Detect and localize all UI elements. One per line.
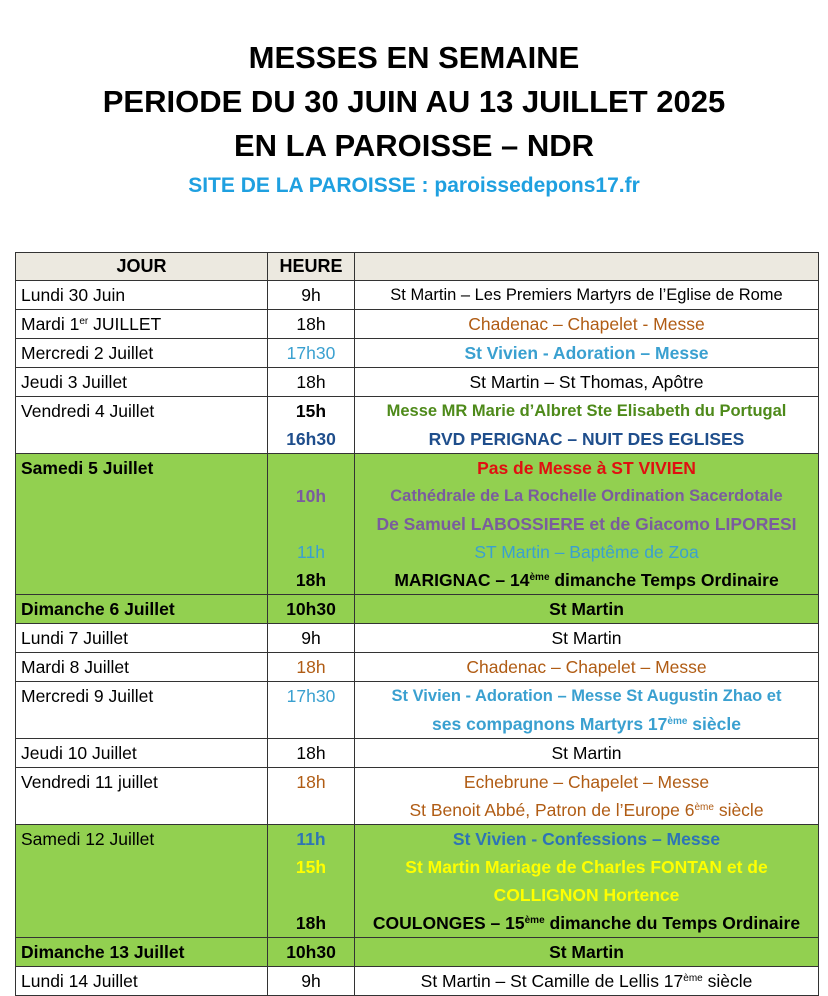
time-value: 10h30	[286, 942, 336, 962]
time-cell	[268, 624, 355, 653]
day-label	[21, 624, 267, 652]
time-cell	[268, 310, 355, 339]
table-row	[16, 967, 819, 996]
day-text: Lundi 30 Juin	[21, 285, 126, 305]
event-description	[355, 967, 818, 995]
table-row	[16, 624, 819, 653]
table-row	[16, 653, 819, 682]
event-text: St Martin	[551, 743, 622, 763]
time-value	[268, 710, 354, 738]
time-value	[268, 510, 354, 538]
day-cell	[16, 397, 268, 454]
day-cell	[16, 624, 268, 653]
event-description	[355, 310, 818, 338]
column-header-heure: HEURE	[268, 253, 355, 281]
event-description	[355, 710, 818, 738]
day-text: Dimanche 13 Juillet	[21, 942, 185, 962]
day-text: Lundi 14 Juillet	[21, 971, 138, 991]
day-text: Samedi 5 Juillet	[21, 458, 154, 478]
time-value: 11h	[297, 542, 325, 562]
column-header-jour: JOUR	[16, 253, 268, 281]
day-text: Mardi 8 Juillet	[21, 657, 129, 677]
day-label	[21, 454, 267, 482]
description-cell	[355, 825, 819, 938]
event-description	[355, 510, 818, 538]
event-text: Pas de Messe à ST VIVIEN	[477, 458, 696, 478]
time-value: 9h	[301, 971, 321, 991]
time-cell	[268, 768, 355, 825]
event-description	[355, 624, 818, 652]
time-value: 15h	[295, 857, 327, 877]
time-cell	[268, 595, 355, 624]
time-cell	[268, 281, 355, 310]
time-cell	[268, 339, 355, 368]
event-text-after: dimanche Temps Ordinaire	[549, 570, 779, 590]
table-row	[16, 368, 819, 397]
time-value: 18h	[296, 743, 326, 763]
description-cell	[355, 624, 819, 653]
day-cell	[16, 682, 268, 739]
time-value: 11h	[296, 829, 326, 849]
event-text: St Martin – St Thomas, Apôtre	[469, 372, 704, 392]
event-description	[355, 595, 818, 623]
event-description	[355, 853, 818, 881]
time-cell	[268, 739, 355, 768]
time-value	[268, 454, 354, 482]
event-text: MARIGNAC – 14	[394, 570, 530, 590]
time-value: 9h	[301, 285, 321, 305]
day-text: Vendredi 11 juillet	[21, 772, 158, 792]
day-label	[21, 825, 267, 853]
time-value: 15h	[295, 401, 327, 421]
time-value: 10h30	[286, 599, 336, 619]
time-value	[268, 881, 354, 909]
day-cell	[16, 595, 268, 624]
day-label	[21, 368, 267, 396]
description-cell	[355, 682, 819, 739]
time-cell	[268, 454, 355, 595]
event-text: COULONGES – 15	[372, 913, 525, 933]
time-value: 18h	[296, 772, 326, 792]
event-text-after: siècle	[713, 800, 764, 820]
parish-site-link[interactable]: SITE DE LA PAROISSE : paroissedepons17.fr	[188, 174, 640, 197]
day-label	[21, 967, 267, 995]
day-label	[21, 768, 267, 796]
title-line-3: EN LA PAROISSE – NDR	[234, 128, 594, 163]
time-value: 10h	[295, 486, 327, 506]
day-cell	[16, 454, 268, 595]
event-text: St Vivien - Adoration – Messe	[464, 343, 709, 363]
event-superscript: ème	[529, 572, 550, 583]
description-cell	[355, 310, 819, 339]
day-cell	[16, 653, 268, 682]
table-header-row	[16, 253, 819, 281]
description-cell	[355, 595, 819, 624]
table-row	[16, 454, 819, 595]
event-description	[355, 653, 818, 681]
column-header-description	[355, 253, 819, 281]
event-superscript: ème	[694, 802, 714, 813]
time-cell	[268, 682, 355, 739]
time-cell	[268, 967, 355, 996]
day-text: Mercredi 2 Juillet	[21, 343, 154, 363]
day-text-after: JUILLET	[88, 314, 162, 334]
event-description	[355, 938, 818, 966]
description-cell	[355, 768, 819, 825]
description-cell	[355, 397, 819, 454]
day-label	[21, 739, 267, 767]
day-cell	[16, 339, 268, 368]
event-text-after: siècle	[702, 971, 753, 991]
event-text: St Martin – Les Premiers Martyrs de l’Eglise de Rome	[390, 286, 783, 304]
day-cell	[16, 368, 268, 397]
event-text: RVD PERIGNAC – NUIT DES EGLISES	[428, 429, 745, 449]
title-line-1: MESSES EN SEMAINE	[248, 40, 580, 75]
table-row	[16, 739, 819, 768]
day-cell	[16, 938, 268, 967]
time-cell	[268, 368, 355, 397]
day-label	[21, 595, 267, 623]
table-row	[16, 310, 819, 339]
title-line-2: PERIODE DU 30 JUIN AU 13 JUILLET 2025	[102, 84, 726, 119]
event-text: St Martin	[549, 942, 624, 962]
event-description	[355, 482, 818, 510]
time-cell	[268, 653, 355, 682]
time-cell	[268, 938, 355, 967]
event-text: Cathédrale de La Rochelle Ordination Sacerdotale	[390, 487, 783, 505]
day-text: Jeudi 3 Juillet	[21, 372, 128, 392]
event-description	[355, 538, 818, 566]
event-description	[355, 339, 818, 367]
event-text: Messe MR Marie d’Albret Ste Elisabeth du Portugal	[386, 402, 787, 420]
event-description	[355, 454, 818, 482]
event-superscript: ème	[667, 716, 688, 727]
event-text: Chadenac – Chapelet – Messe	[466, 657, 707, 677]
event-description	[355, 796, 818, 824]
event-text: St Benoit Abbé, Patron de l’Europe 6	[409, 800, 695, 820]
event-text: St Vivien - Confessions – Messe	[452, 829, 721, 849]
event-text: St Vivien - Adoration – Messe St Augustin Zhao et	[391, 687, 782, 705]
time-value: 17h30	[286, 686, 336, 706]
time-value: 18h	[296, 657, 326, 677]
event-description	[355, 825, 818, 853]
table-row	[16, 281, 819, 310]
table-row	[16, 397, 819, 454]
day-label	[21, 938, 267, 966]
time-value: 18h	[296, 372, 326, 392]
description-cell	[355, 653, 819, 682]
table-row	[16, 938, 819, 967]
day-label	[21, 682, 267, 710]
day-label	[21, 281, 267, 309]
day-cell	[16, 825, 268, 938]
time-value: 9h	[301, 628, 321, 648]
table-row	[16, 595, 819, 624]
event-text: COLLIGNON Hortence	[493, 885, 680, 905]
description-cell	[355, 454, 819, 595]
event-description	[355, 368, 818, 396]
table-row	[16, 768, 819, 825]
day-text: Lundi 7 Juillet	[21, 628, 129, 648]
day-text: Mercredi 9 Juillet	[21, 686, 154, 706]
description-cell	[355, 938, 819, 967]
day-cell	[16, 281, 268, 310]
table-row	[16, 339, 819, 368]
event-text: St Martin	[549, 599, 624, 619]
description-cell	[355, 281, 819, 310]
day-label	[21, 339, 267, 367]
table-row	[16, 825, 819, 938]
description-cell	[355, 967, 819, 996]
event-text: St Martin – St Camille de Lellis 17	[420, 971, 684, 991]
event-description	[355, 739, 818, 767]
event-description	[355, 566, 818, 594]
event-description	[355, 881, 818, 909]
event-description	[355, 768, 818, 796]
time-cell	[268, 397, 355, 454]
time-value: 18h	[296, 314, 326, 334]
day-text: Jeudi 10 Juillet	[21, 743, 137, 763]
event-description	[355, 425, 818, 453]
time-value	[268, 796, 354, 824]
event-text-after: dimanche du Temps Ordinaire	[544, 913, 801, 933]
mass-schedule-table	[15, 252, 819, 996]
event-text: St Martin Mariage de Charles FONTAN et de	[405, 857, 768, 877]
description-cell	[355, 368, 819, 397]
event-description	[355, 281, 818, 309]
event-text: Echebrune – Chapelet – Messe	[463, 772, 710, 792]
event-text: ses compagnons Martyrs 17	[432, 714, 668, 734]
event-text: Chadenac – Chapelet - Messe	[468, 314, 705, 334]
day-superscript: er	[79, 316, 89, 327]
day-cell	[16, 967, 268, 996]
day-cell	[16, 739, 268, 768]
day-cell	[16, 768, 268, 825]
event-description	[355, 909, 818, 937]
event-superscript: ème	[683, 973, 703, 984]
day-label	[21, 397, 267, 425]
day-text: Vendredi 4 Juillet	[21, 401, 155, 421]
day-text: Mardi 1	[21, 314, 80, 334]
description-cell	[355, 339, 819, 368]
table-row	[16, 682, 819, 739]
time-value: 18h	[295, 570, 327, 590]
time-value: 18h	[295, 913, 327, 933]
event-text: ST Martin – Baptême de Zoa	[474, 542, 699, 562]
day-text: Samedi 12 Juillet	[21, 829, 155, 849]
event-superscript: ème	[524, 915, 545, 926]
event-text: St Martin	[551, 628, 622, 648]
time-cell	[268, 825, 355, 938]
event-text: De Samuel LABOSSIERE et de Giacomo LIPORESI	[376, 514, 797, 534]
day-text: Dimanche 6 Juillet	[21, 599, 175, 619]
description-cell	[355, 739, 819, 768]
day-cell	[16, 310, 268, 339]
event-description	[355, 397, 818, 425]
time-value: 17h30	[286, 343, 336, 363]
time-value: 16h30	[286, 429, 336, 449]
event-text-after: siècle	[687, 714, 741, 734]
day-label	[21, 653, 267, 681]
event-description	[355, 682, 818, 710]
day-label	[21, 310, 267, 338]
